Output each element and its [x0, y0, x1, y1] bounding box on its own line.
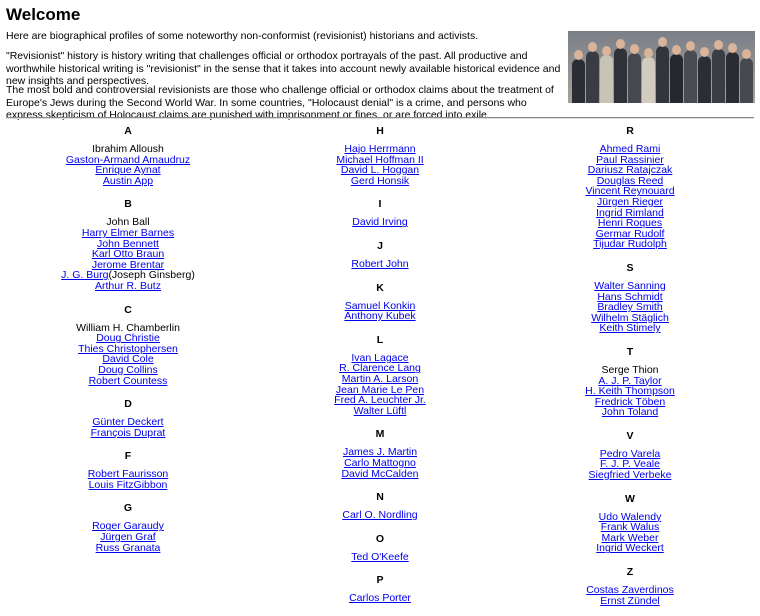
- profile-link[interactable]: Siegfried Verbeke: [588, 469, 672, 482]
- person-head: [644, 48, 653, 58]
- section-gap: [28, 186, 228, 196]
- section-gap: [280, 416, 480, 426]
- section-letter: J: [377, 239, 383, 252]
- profile-link[interactable]: Hajo Herrmann: [344, 143, 416, 155]
- profile-link[interactable]: Germar Rudolf: [595, 227, 665, 240]
- section-gap: [280, 186, 480, 196]
- list-item: [28, 376, 228, 387]
- profile-link[interactable]: Bradley Smith: [597, 301, 663, 314]
- profile-link[interactable]: F. J. P. Veale: [600, 458, 660, 471]
- names-column-1: [28, 123, 228, 563]
- profile-link[interactable]: Austin App: [102, 174, 154, 187]
- person-figure: [740, 58, 753, 103]
- section-letter: A: [124, 125, 132, 137]
- profile-name: John Ball: [106, 216, 150, 229]
- profile-link[interactable]: Enrique Aynat: [95, 164, 161, 177]
- profile-link[interactable]: Gerd Honsik: [350, 174, 410, 187]
- profile-link[interactable]: Henri Roques: [597, 217, 663, 230]
- section-letter: H: [376, 125, 384, 137]
- profile-link[interactable]: Paul Rassinier: [596, 153, 664, 166]
- section-gap: [530, 250, 730, 260]
- profile-link[interactable]: Samuel Konkin: [344, 299, 416, 312]
- section-letter: T: [626, 345, 634, 358]
- section-gap: [28, 292, 228, 302]
- person-head: [686, 41, 695, 51]
- section-gap: [280, 479, 480, 489]
- profile-link[interactable]: David L. Hoggan: [340, 164, 420, 177]
- section-letter: N: [376, 491, 384, 504]
- profile-link[interactable]: James J. Martin: [342, 446, 418, 459]
- profile-link[interactable]: Jürgen Rieger: [597, 195, 663, 208]
- section-gap: [28, 438, 228, 448]
- section-gap: [280, 521, 480, 531]
- person-head: [700, 47, 709, 57]
- list-item: [280, 176, 480, 187]
- profile-link[interactable]: Anthony Kubek: [344, 310, 416, 323]
- profile-link[interactable]: Carlos Porter: [349, 592, 411, 605]
- profile-link[interactable]: Roger Garaudy: [92, 520, 164, 533]
- profile-link[interactable]: Karl Otto Braun: [91, 248, 165, 261]
- section-gap: [530, 418, 730, 428]
- section-gap: [280, 604, 480, 614]
- person-figure: [614, 48, 627, 103]
- list-item: [530, 596, 730, 607]
- section-letter: Z: [626, 566, 634, 579]
- profile-link[interactable]: Gaston-Armand Amaudruz: [65, 153, 191, 166]
- list-item: [280, 593, 480, 604]
- profile-link[interactable]: David Irving: [352, 216, 408, 229]
- profile-link[interactable]: Arthur R. Butz: [95, 279, 161, 292]
- list-item: [280, 217, 480, 228]
- person-figure: [642, 57, 655, 103]
- list-item: [28, 176, 228, 187]
- person-head: [588, 42, 597, 52]
- profile-link[interactable]: Jürgen Graf: [100, 531, 156, 544]
- profile-link[interactable]: Frank Walus: [600, 521, 660, 534]
- list-item: [280, 406, 480, 417]
- profile-link[interactable]: Tijudar Rudolph: [593, 238, 667, 251]
- profile-link[interactable]: Günter Deckert: [92, 416, 164, 429]
- profile-link[interactable]: David Cole: [102, 353, 154, 366]
- list-item: [530, 470, 730, 481]
- profile-link[interactable]: Ted O'Keefe: [351, 550, 409, 563]
- section-letter: M: [375, 428, 385, 441]
- profile-link[interactable]: Doug Christie: [96, 332, 160, 345]
- profile-link[interactable]: Pedro Varela: [599, 447, 661, 460]
- person-figure: [698, 56, 711, 103]
- intro-paragraph-3: The most bold and controversial revisionists are those who challenge official or orthodox claims about the treatment of Europe's Jews during the Second World War. In some countries, "Holocaust denial" is a crime, and persons who express skepticism of Holocaust claims are punished with imprisonment or fines, or are forced into exile.: [6, 84, 554, 121]
- section-gap: [280, 228, 480, 238]
- profile-link[interactable]: Mark Weber: [601, 531, 659, 544]
- section-letter: D: [124, 398, 132, 411]
- person-head: [658, 37, 667, 47]
- section-letter: L: [376, 333, 384, 346]
- section-letter: G: [123, 502, 133, 515]
- profile-link[interactable]: François Duprat: [90, 426, 166, 439]
- list-item: [280, 311, 480, 322]
- profile-link[interactable]: Robert John: [351, 257, 409, 270]
- profile-link[interactable]: Thies Christophersen: [78, 342, 178, 355]
- section-letter: S: [626, 261, 634, 274]
- profile-link[interactable]: R. Clarence Lang: [339, 362, 421, 375]
- person-figure: [572, 59, 585, 103]
- profile-link[interactable]: A. J. P. Taylor: [598, 374, 662, 387]
- profile-link[interactable]: Walter Lüftl: [353, 404, 407, 417]
- section-letter: F: [124, 450, 132, 463]
- person-head: [672, 45, 681, 55]
- profile-link[interactable]: Ingrid Weckert: [596, 542, 664, 555]
- profile-link[interactable]: Hans Schmidt: [597, 290, 663, 303]
- profile-link[interactable]: Russ Granata: [95, 541, 161, 554]
- profile-link[interactable]: Harry Elmer Barnes: [81, 226, 175, 239]
- person-figure: [628, 53, 641, 103]
- profile-link[interactable]: Robert Faurisson: [87, 468, 169, 481]
- names-column-3: [530, 123, 730, 616]
- list-item: [28, 543, 228, 554]
- person-head: [602, 46, 611, 56]
- profile-link[interactable]: Keith Stimely: [599, 322, 661, 335]
- profile-link[interactable]: Fredrick Töben: [594, 395, 666, 408]
- section-gap: [28, 553, 228, 563]
- person-head: [630, 44, 639, 54]
- profile-link[interactable]: Ernst Zündel: [600, 594, 660, 607]
- profile-link[interactable]: Costas Zaverdinos: [586, 584, 674, 597]
- profile-link[interactable]: John Toland: [601, 406, 659, 419]
- profile-link[interactable]: Douglas Reed: [596, 174, 664, 187]
- section-letter: P: [376, 574, 384, 587]
- profile-link[interactable]: John Bennett: [97, 237, 159, 250]
- section-gap: [280, 562, 480, 572]
- names-column-2: [280, 123, 480, 614]
- person-head: [742, 49, 751, 59]
- profile-link[interactable]: Louis FitzGibbon: [88, 478, 168, 491]
- person-head: [728, 43, 737, 53]
- section-letter: W: [625, 492, 635, 505]
- profile-link[interactable]: David McCalden: [341, 467, 419, 480]
- person-figure: [684, 50, 697, 103]
- profile-link[interactable]: Ivan Lagace: [351, 351, 409, 364]
- section-gap: [530, 554, 730, 564]
- divider: [6, 117, 754, 119]
- page-title: Welcome: [6, 5, 81, 24]
- list-item: [530, 543, 730, 554]
- section-gap: [530, 334, 730, 344]
- person-head: [574, 50, 583, 60]
- person-figure: [586, 51, 599, 103]
- list-item: [28, 281, 228, 292]
- profile-alias: (Joseph Ginsberg): [108, 269, 195, 282]
- profile-link[interactable]: Robert Countess: [88, 374, 168, 387]
- profile-link[interactable]: J. G. Burg: [61, 269, 109, 282]
- list-item: [530, 239, 730, 250]
- section-letter: B: [124, 198, 132, 211]
- profile-link[interactable]: Michael Hoffman II: [336, 153, 424, 166]
- profile-link[interactable]: Jerome Brentar: [91, 258, 165, 271]
- profile-link[interactable]: Walter Sanning: [594, 279, 666, 292]
- list-item: [530, 323, 730, 334]
- profile-link[interactable]: H. Keith Thompson: [585, 385, 675, 398]
- group-photo: [568, 31, 755, 103]
- section-letter: V: [626, 429, 634, 442]
- profile-link[interactable]: Carl O. Nordling: [342, 509, 418, 522]
- section-gap: [530, 606, 730, 616]
- section-letter: K: [376, 281, 384, 294]
- section-letter: I: [378, 198, 382, 211]
- profile-link[interactable]: Carlo Mattogno: [344, 456, 416, 469]
- profile-link[interactable]: Jean Marie Le Pen: [335, 383, 425, 396]
- intro-paragraph-1: Here are biographical profiles of some noteworthy non-conformist (revisionist) historians and activists.: [6, 30, 479, 42]
- person-head: [616, 39, 625, 49]
- profile-link[interactable]: Fred A. Leuchter Jr.: [334, 394, 426, 407]
- section-gap: [28, 490, 228, 500]
- list-item: [280, 552, 480, 563]
- section-letter: C: [124, 303, 132, 316]
- intro-paragraph-2: "Revisionist" history is history writing that challenges official or orthodox portrayals of the past. All productive and worthwhile historical writing is "revisionist" in the sense that it takes into account newly available historical evidence and new insights and perspectives.: [6, 50, 561, 87]
- list-item: [28, 428, 228, 439]
- profile-link[interactable]: Martin A. Larson: [341, 372, 419, 385]
- person-figure: [670, 54, 683, 103]
- profile-link[interactable]: Ingrid Rimland: [596, 206, 664, 219]
- person-figure: [600, 55, 613, 103]
- profile-link[interactable]: Wilhelm Stäglich: [591, 311, 669, 324]
- profile-name: Serge Thion: [601, 363, 659, 376]
- person-head: [714, 40, 723, 50]
- profile-link[interactable]: Udo Walendy: [598, 510, 662, 523]
- profile-link[interactable]: Dariusz Ratajczak: [587, 164, 673, 177]
- list-item: [530, 407, 730, 418]
- section-gap: [280, 322, 480, 332]
- profile-link[interactable]: Doug Collins: [98, 363, 158, 376]
- section-gap: [530, 481, 730, 491]
- list-item: [280, 259, 480, 270]
- profile-name: Ibrahim Alloush: [92, 143, 164, 155]
- person-figure: [712, 49, 725, 103]
- list-item: [28, 480, 228, 491]
- list-item: [280, 510, 480, 521]
- list-item: [280, 469, 480, 480]
- section-letter: O: [375, 532, 385, 545]
- person-figure: [656, 46, 669, 103]
- section-letter: R: [626, 125, 634, 137]
- profile-link[interactable]: Ahmed Rami: [599, 143, 661, 155]
- section-gap: [280, 270, 480, 280]
- profile-link[interactable]: Vincent Reynouard: [585, 185, 675, 198]
- profile-name: William H. Chamberlin: [76, 321, 180, 334]
- section-gap: [28, 386, 228, 396]
- person-figure: [726, 52, 739, 103]
